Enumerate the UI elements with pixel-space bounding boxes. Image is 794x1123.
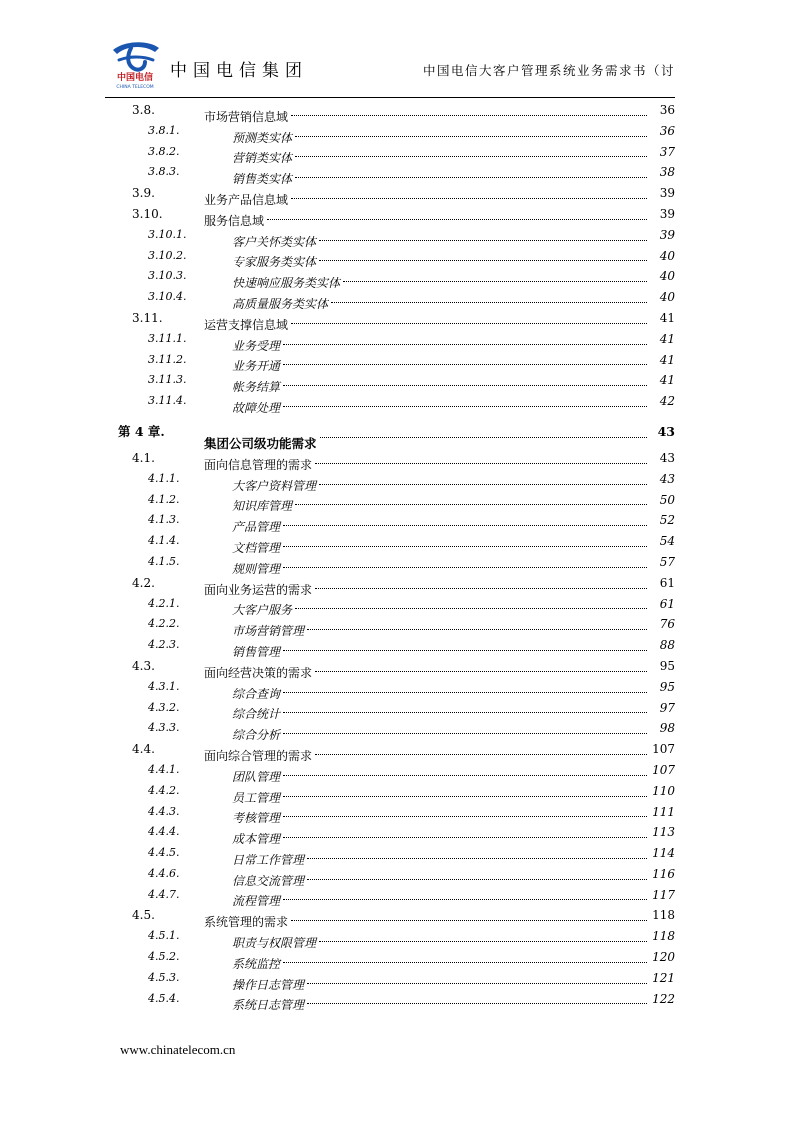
toc-entry-page: 40 <box>659 269 675 284</box>
toc-entry-number: 4.5.1. <box>148 929 180 943</box>
toc-entry[interactable] <box>110 391 675 415</box>
toc-entry-page: 41 <box>659 373 675 388</box>
toc-entry-title: 综合查询 <box>232 686 281 701</box>
toc-entry-number: 4.4.7. <box>148 887 180 901</box>
toc-entry-number: 4.3.3. <box>148 721 180 735</box>
toc-entry[interactable] <box>110 142 675 166</box>
toc-leader-dots <box>331 287 647 308</box>
toc-entry-number: 3.11.1. <box>148 331 187 345</box>
toc-entry[interactable] <box>110 183 675 207</box>
toc-entry[interactable] <box>110 531 675 555</box>
toc-entry-title: 面向经营决策的需求 <box>204 665 313 680</box>
toc-leader-dots <box>291 183 647 204</box>
toc-entry-number: 4.2.3. <box>148 638 180 652</box>
toc-entry-page: 43 <box>659 450 675 465</box>
toc-entry-title: 系统日志管理 <box>232 998 305 1013</box>
toc-entry-number: 3.9. <box>132 186 155 201</box>
toc-entry[interactable] <box>110 843 675 867</box>
toc-entry-number: 4.4.1. <box>148 762 180 776</box>
toc-entry-page: 43 <box>659 471 675 486</box>
toc-entry[interactable] <box>110 614 675 639</box>
toc-entry-number: 4.5.2. <box>148 950 180 964</box>
page-header <box>105 28 675 98</box>
toc-entry-number: 4.5.3. <box>148 970 180 984</box>
toc-entry-number: 4.4.3. <box>148 804 180 818</box>
toc-leader-dots <box>283 698 647 719</box>
toc-entry-number: 3.11.2. <box>148 352 187 366</box>
toc-entry-number: 3.11.3. <box>148 373 187 387</box>
toc-entry[interactable] <box>110 469 675 493</box>
toc-entry-number: 4.1.2. <box>148 492 180 506</box>
toc-entry-number: 4.4. <box>132 742 155 757</box>
toc-leader-dots <box>283 718 647 739</box>
toc-entry-title: 运营支撑信息域 <box>204 317 289 332</box>
toc-entry-page: 61 <box>659 575 675 590</box>
toc-entry-page: 54 <box>659 534 675 549</box>
toc-entry-title-wrap <box>232 989 647 1017</box>
toc-entry-number: 3.8.1. <box>148 123 180 137</box>
table-of-contents <box>110 100 675 1013</box>
toc-entry[interactable] <box>110 718 675 743</box>
toc-entry-page: 42 <box>659 394 675 409</box>
toc-entry-title: 故障处理 <box>232 400 281 415</box>
toc-leader-dots <box>295 162 647 183</box>
toc-entry-title: 业务受理 <box>232 338 281 353</box>
toc-leader-dots <box>307 614 647 635</box>
toc-entry-title: 专家服务类实体 <box>232 255 317 270</box>
toc-leader-dots <box>295 142 647 163</box>
toc-entry-title: 系统监控 <box>232 956 281 971</box>
toc-entry-title: 市场营销信息域 <box>204 109 289 124</box>
toc-entry-title: 成本管理 <box>232 832 281 847</box>
toc-entry[interactable] <box>110 246 675 270</box>
toc-entry-title: 文档管理 <box>232 540 281 555</box>
header-divider <box>105 97 675 98</box>
toc-entry-page: 118 <box>652 929 675 944</box>
toc-entry[interactable] <box>110 739 675 763</box>
toc-entry-number: 4.4.5. <box>148 846 180 860</box>
footer-url: www.chinatelecom.cn <box>120 1042 236 1057</box>
toc-entry-title: 销售管理 <box>232 644 281 659</box>
toc-leader-dots <box>283 391 647 412</box>
toc-entry-number: 3.11. <box>132 310 163 325</box>
toc-leader-dots <box>315 739 647 760</box>
toc-leader-dots <box>283 370 647 391</box>
toc-entry-title: 服务信息域 <box>204 213 265 228</box>
toc-entry-page: 43 <box>657 423 675 439</box>
toc-entry-title: 营销类实体 <box>232 151 293 166</box>
toc-entry-title: 信息交流管理 <box>232 873 305 888</box>
toc-entry[interactable] <box>110 864 675 888</box>
toc-entry-page: 36 <box>659 123 675 138</box>
toc-entry-title: 团队管理 <box>232 769 281 784</box>
toc-entry-page: 61 <box>659 596 675 611</box>
toc-entry-title: 业务产品信息域 <box>204 192 289 207</box>
toc-entry-page: 116 <box>652 866 675 881</box>
toc-entry-page: 118 <box>652 908 675 923</box>
toc-entry-page: 36 <box>659 103 675 117</box>
toc-entry-page: 39 <box>659 206 675 221</box>
toc-leader-dots <box>283 822 647 843</box>
toc-entry[interactable] <box>110 121 675 145</box>
toc-leader-dots <box>283 350 647 371</box>
toc-entry-page: 121 <box>652 970 675 985</box>
toc-entry-title: 客户关怀类实体 <box>232 234 317 249</box>
toc-entry-title: 帐务结算 <box>232 380 281 395</box>
toc-leader-dots <box>307 843 647 864</box>
toc-entry[interactable] <box>110 448 675 472</box>
toc-entry-number: 3.8. <box>132 103 155 117</box>
toc-entry-title: 面向业务运营的需求 <box>204 582 313 597</box>
toc-entry-title: 集团公司级功能需求 <box>204 435 317 451</box>
toc-leader-dots <box>283 760 647 781</box>
toc-entry[interactable] <box>110 989 675 1013</box>
toc-entry-number: 3.10. <box>132 206 163 221</box>
toc-entry[interactable] <box>110 225 675 249</box>
toc-entry[interactable] <box>110 905 675 930</box>
toc-entry-number: 4.1.5. <box>148 554 180 568</box>
toc-entry-page: 50 <box>659 492 675 507</box>
toc-entry-page: 120 <box>652 950 675 965</box>
toc-entry-page: 52 <box>659 513 675 528</box>
toc-entry-page: 40 <box>659 290 675 305</box>
toc-entry-title: 规则管理 <box>232 561 281 576</box>
toc-entry-title-wrap <box>232 391 647 419</box>
toc-leader-dots <box>307 989 647 1010</box>
toc-entry[interactable] <box>110 510 675 535</box>
toc-leader-dots <box>283 510 647 531</box>
toc-entry-title: 面向信息管理的需求 <box>204 457 313 472</box>
toc-entry[interactable] <box>110 350 675 374</box>
toc-entry[interactable] <box>110 329 675 353</box>
toc-entry-number: 3.10.1. <box>148 227 187 241</box>
toc-entry-number: 3.11.4. <box>148 394 187 408</box>
toc-entry-page: 122 <box>652 991 675 1006</box>
toc-entry-number: 4.1.4. <box>148 534 180 548</box>
toc-entry-title: 市场营销管理 <box>232 624 305 639</box>
toc-leader-dots <box>319 469 647 490</box>
toc-leader-dots <box>295 594 647 615</box>
toc-leader-dots <box>295 121 647 142</box>
toc-entry-page: 95 <box>659 679 675 694</box>
toc-entry-number: 3.10.2. <box>148 248 187 262</box>
toc-entry-page: 40 <box>659 248 675 263</box>
toc-entry-page: 107 <box>652 762 675 777</box>
toc-leader-dots <box>319 926 647 947</box>
toc-leader-dots <box>307 968 647 989</box>
toc-entry[interactable] <box>110 822 675 847</box>
toc-entry[interactable] <box>110 266 675 291</box>
toc-entry[interactable] <box>110 656 675 680</box>
toc-entry-page: 39 <box>659 186 675 201</box>
toc-entry-number: 4.2. <box>132 575 155 590</box>
toc-leader-dots <box>283 635 647 656</box>
toc-entry-page: 39 <box>659 227 675 242</box>
toc-entry-title: 业务开通 <box>232 359 281 374</box>
toc-entry-title: 系统管理的需求 <box>204 915 289 930</box>
logo-text: 中国电信 <box>116 73 154 83</box>
toc-leader-dots <box>320 416 647 448</box>
toc-entry-number: 第 4 章. <box>118 423 165 439</box>
toc-leader-dots <box>295 490 647 511</box>
toc-entry[interactable] <box>110 781 675 805</box>
toc-entry-number: 4.4.2. <box>148 783 180 797</box>
toc-entry[interactable] <box>110 573 675 597</box>
toc-leader-dots <box>291 308 647 329</box>
toc-entry-page: 41 <box>659 331 675 346</box>
toc-entry-number: 4.2.2. <box>148 617 180 631</box>
toc-entry[interactable] <box>110 968 675 992</box>
toc-entry-number: 4.5. <box>132 908 155 923</box>
toc-entry-title: 大客户服务 <box>232 603 293 618</box>
toc-leader-dots <box>283 329 647 350</box>
toc-entry[interactable] <box>110 885 675 909</box>
toc-entry-page: 41 <box>659 352 675 367</box>
toc-leader-dots <box>283 885 647 906</box>
toc-entry-page: 113 <box>652 825 675 840</box>
toc-entry[interactable] <box>110 594 675 618</box>
toc-leader-dots <box>283 531 647 552</box>
toc-entry-number: 4.1.1. <box>148 471 180 485</box>
toc-entry-page: 97 <box>659 700 675 715</box>
toc-entry-page: 41 <box>659 310 675 325</box>
toc-entry-title: 流程管理 <box>232 894 281 909</box>
toc-entry-number: 4.3. <box>132 658 155 673</box>
toc-entry-number: 4.1. <box>132 450 155 465</box>
toc-entry-title: 销售类实体 <box>232 172 293 187</box>
toc-leader-dots <box>315 448 647 469</box>
toc-entry-number: 3.8.2. <box>148 144 180 158</box>
toc-entry[interactable] <box>110 204 675 228</box>
toc-entry[interactable] <box>110 760 675 784</box>
toc-entry-title: 员工管理 <box>232 790 281 805</box>
toc-leader-dots <box>307 864 647 885</box>
toc-entry-title: 快速响应服务类实体 <box>232 276 341 291</box>
toc-entry[interactable] <box>110 162 675 187</box>
toc-leader-dots <box>283 947 647 968</box>
toc-entry[interactable] <box>110 370 675 395</box>
toc-entry-number: 4.4.4. <box>148 825 180 839</box>
toc-leader-dots <box>283 552 647 573</box>
toc-entry-title: 日常工作管理 <box>232 852 305 867</box>
toc-entry[interactable] <box>110 635 675 659</box>
toc-entry-page: 38 <box>659 165 675 180</box>
toc-entry-page: 117 <box>652 887 675 902</box>
toc-entry-number: 4.3.2. <box>148 700 180 714</box>
toc-entry-title: 职责与权限管理 <box>232 936 317 951</box>
toc-entry-number: 4.3.1. <box>148 679 180 693</box>
toc-entry-number: 3.10.4. <box>148 290 187 304</box>
toc-entry[interactable] <box>110 802 675 826</box>
toc-entry[interactable] <box>110 926 675 951</box>
toc-entry-title: 考核管理 <box>232 811 281 826</box>
toc-entry[interactable] <box>110 698 675 722</box>
toc-entry-page: 57 <box>659 554 675 569</box>
toc-entry-page: 114 <box>652 846 675 861</box>
toc-entry[interactable] <box>110 552 675 576</box>
toc-leader-dots <box>267 204 647 225</box>
toc-entry-title: 产品管理 <box>232 520 281 535</box>
toc-leader-dots <box>283 677 647 698</box>
toc-entry-number: 3.8.3. <box>148 165 180 179</box>
china-telecom-logo <box>105 36 165 94</box>
toc-entry-page: 110 <box>652 783 675 798</box>
toc-entry-page: 98 <box>659 721 675 736</box>
toc-entry-number: 3.10.3. <box>148 269 187 283</box>
toc-entry-page: 76 <box>659 617 675 632</box>
toc-entry-number: 4.1.3. <box>148 513 180 527</box>
toc-entry-number: 4.4.6. <box>148 866 180 880</box>
toc-entry-page: 37 <box>659 144 675 159</box>
toc-leader-dots <box>283 802 647 823</box>
toc-entry[interactable] <box>110 100 675 124</box>
toc-leader-dots <box>315 573 647 594</box>
toc-leader-dots <box>319 225 647 246</box>
toc-entry-title: 知识库管理 <box>232 499 293 514</box>
toc-entry-title: 综合统计 <box>232 707 281 722</box>
toc-leader-dots <box>343 266 647 287</box>
toc-leader-dots <box>283 781 647 802</box>
toc-entry-title: 预测类实体 <box>232 130 293 145</box>
toc-entry-page: 88 <box>659 638 675 653</box>
toc-entry-page: 111 <box>652 804 675 819</box>
toc-leader-dots <box>291 100 647 121</box>
logo-subtext: CHINA TELECOM <box>116 85 154 90</box>
toc-entry[interactable] <box>110 308 675 332</box>
toc-entry-title: 面向综合管理的需求 <box>204 748 313 763</box>
toc-entry-title: 高质量服务类实体 <box>232 296 329 311</box>
toc-entry-page: 95 <box>659 658 675 673</box>
toc-entry[interactable] <box>110 287 675 311</box>
toc-entry[interactable] <box>110 677 675 701</box>
toc-leader-dots <box>319 246 647 267</box>
toc-entry-number: 4.5.4. <box>148 991 180 1005</box>
toc-entry-page: 107 <box>652 742 675 757</box>
document-title: 中国电信大客户管理系统业务需求书（讨 <box>422 63 675 78</box>
toc-entry-number: 4.2.1. <box>148 596 180 610</box>
toc-entry[interactable] <box>110 416 675 451</box>
toc-entry[interactable] <box>110 947 675 971</box>
toc-entry-title: 综合分析 <box>232 728 281 743</box>
toc-leader-dots <box>291 905 647 926</box>
toc-entry[interactable] <box>110 490 675 514</box>
toc-leader-dots <box>315 656 647 677</box>
toc-entry-title: 操作日志管理 <box>232 977 305 992</box>
company-name: 中国电信集团 <box>170 61 308 81</box>
toc-entry-title: 大客户资料管理 <box>232 478 317 493</box>
